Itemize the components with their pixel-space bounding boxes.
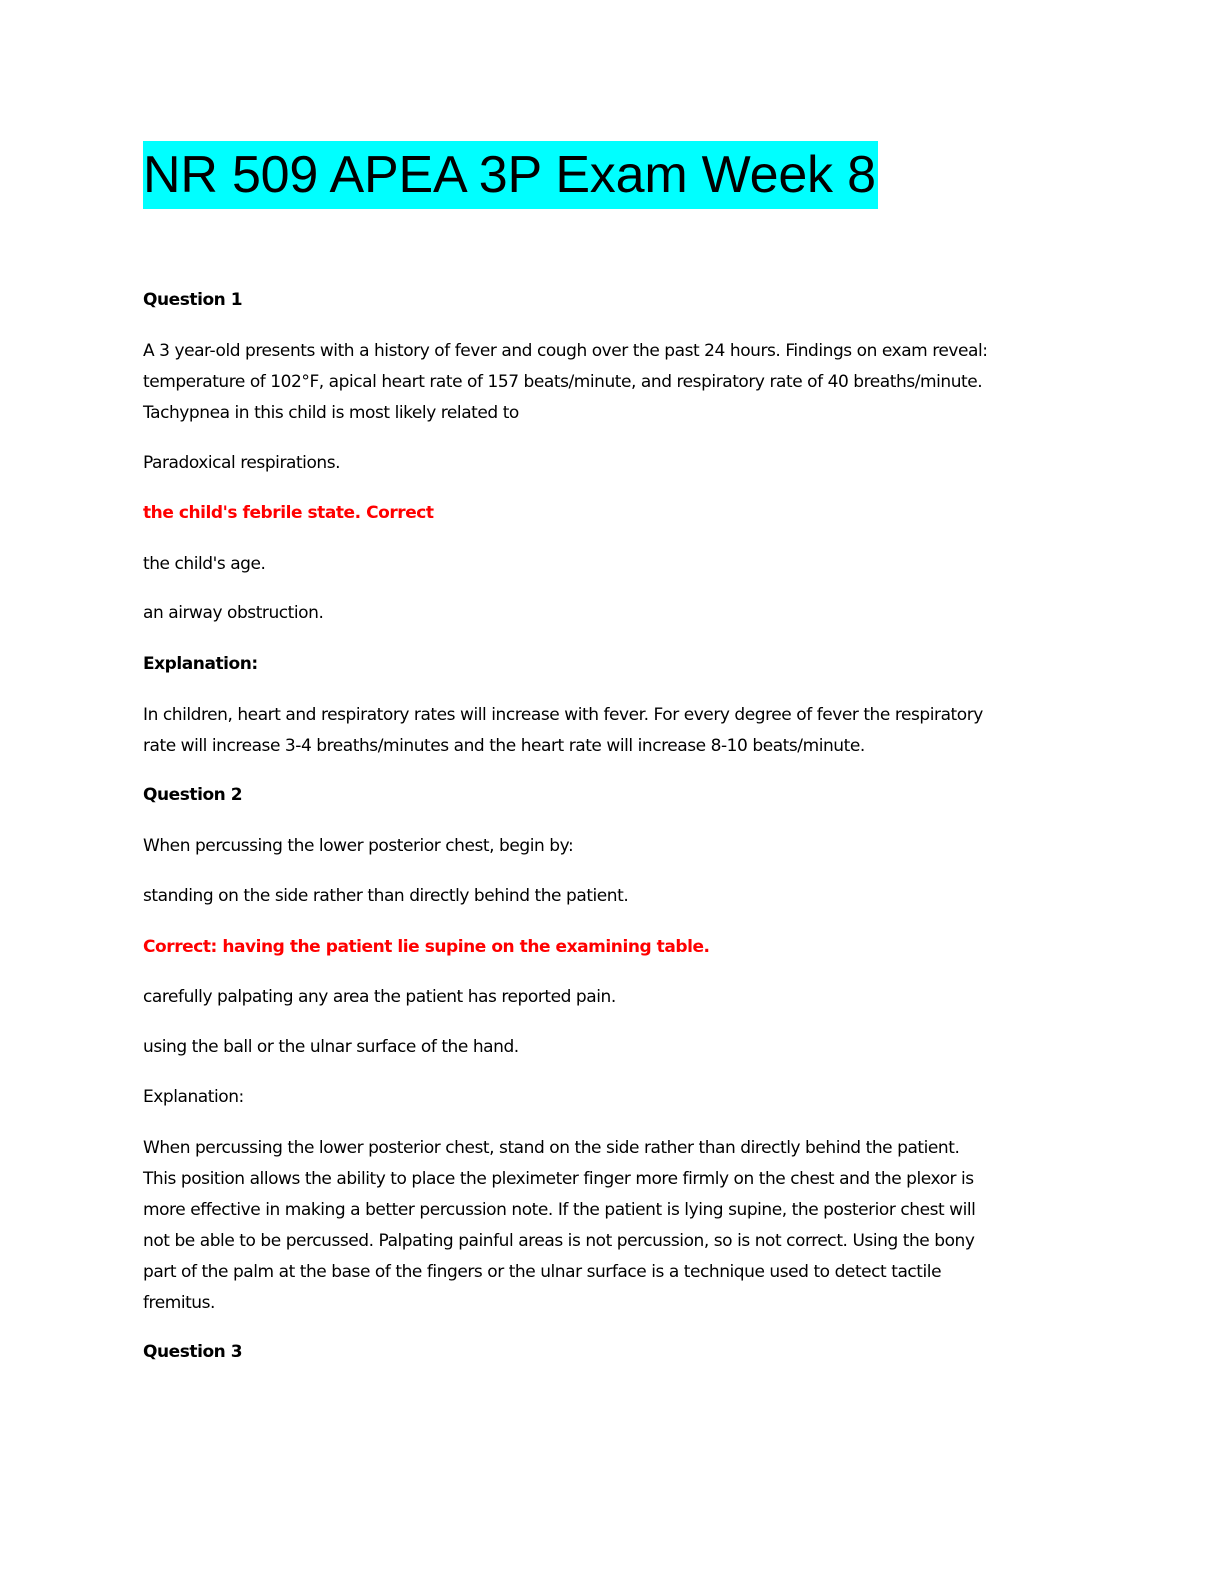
question-1-option-d: an airway obstruction. (143, 603, 324, 623)
question-1-explanation-label: Explanation: (143, 654, 258, 674)
question-1-stem (143, 336, 1078, 429)
question-1-explanation (143, 700, 1078, 762)
question-2-option-b-correct: Correct: having the patient lie supine on the examining table. (143, 937, 710, 957)
question-2-explanation-line: When percussing the lower posterior chest, stand on the side rather than directly behind the patient. (143, 1138, 960, 1158)
question-2-stem: When percussing the lower posterior chest, begin by: (143, 836, 574, 856)
question-2-explanation-line: part of the palm at the base of the fingers or the ulnar surface is a technique used to detect tactile (143, 1262, 942, 1282)
question-2-explanation-line: fremitus. (143, 1293, 215, 1313)
question-2-explanation (143, 1133, 1078, 1319)
question-1-explanation-line: In children, heart and respiratory rates will increase with fever. For every degree of fever the respiratory (143, 705, 983, 725)
question-2-explanation-line: not be able to be percussed. Palpating painful areas is not percussion, so is not correct. Using the bony (143, 1231, 975, 1251)
question-1-heading: Question 1 (143, 290, 243, 310)
question-1-stem-line: Tachypnea in this child is most likely related to (143, 403, 519, 423)
question-3-heading: Question 3 (143, 1342, 243, 1362)
question-2-option-a: standing on the side rather than directly behind the patient. (143, 886, 629, 906)
question-2-heading: Question 2 (143, 785, 243, 805)
question-1-stem-line: A 3 year-old presents with a history of fever and cough over the past 24 hours. Findings on exam reveal: (143, 341, 988, 361)
question-1-option-c: the child's age. (143, 554, 266, 574)
document-title: NR 509 APEA 3P Exam Week 8 (143, 141, 878, 209)
question-1-explanation-line: rate will increase 3-4 breaths/minutes and the heart rate will increase 8-10 beats/minute. (143, 736, 865, 756)
question-2-explanation-line: This position allows the ability to place the pleximeter finger more firmly on the chest and the plexor is (143, 1169, 974, 1189)
question-2-option-c: carefully palpating any area the patient has reported pain. (143, 987, 616, 1007)
question-1-option-b-correct: the child's febrile state. Correct (143, 503, 434, 523)
question-1-stem-line: temperature of 102°F, apical heart rate of 157 beats/minute, and respiratory rate of 40 breaths/minute. (143, 372, 983, 392)
question-2-explanation-line: more effective in making a better percussion note. If the patient is lying supine, the posterior chest will (143, 1200, 976, 1220)
question-2-explanation-label: Explanation: (143, 1087, 244, 1107)
question-1-option-a: Paradoxical respirations. (143, 453, 341, 473)
question-2-option-d: using the ball or the ulnar surface of the hand. (143, 1037, 519, 1057)
